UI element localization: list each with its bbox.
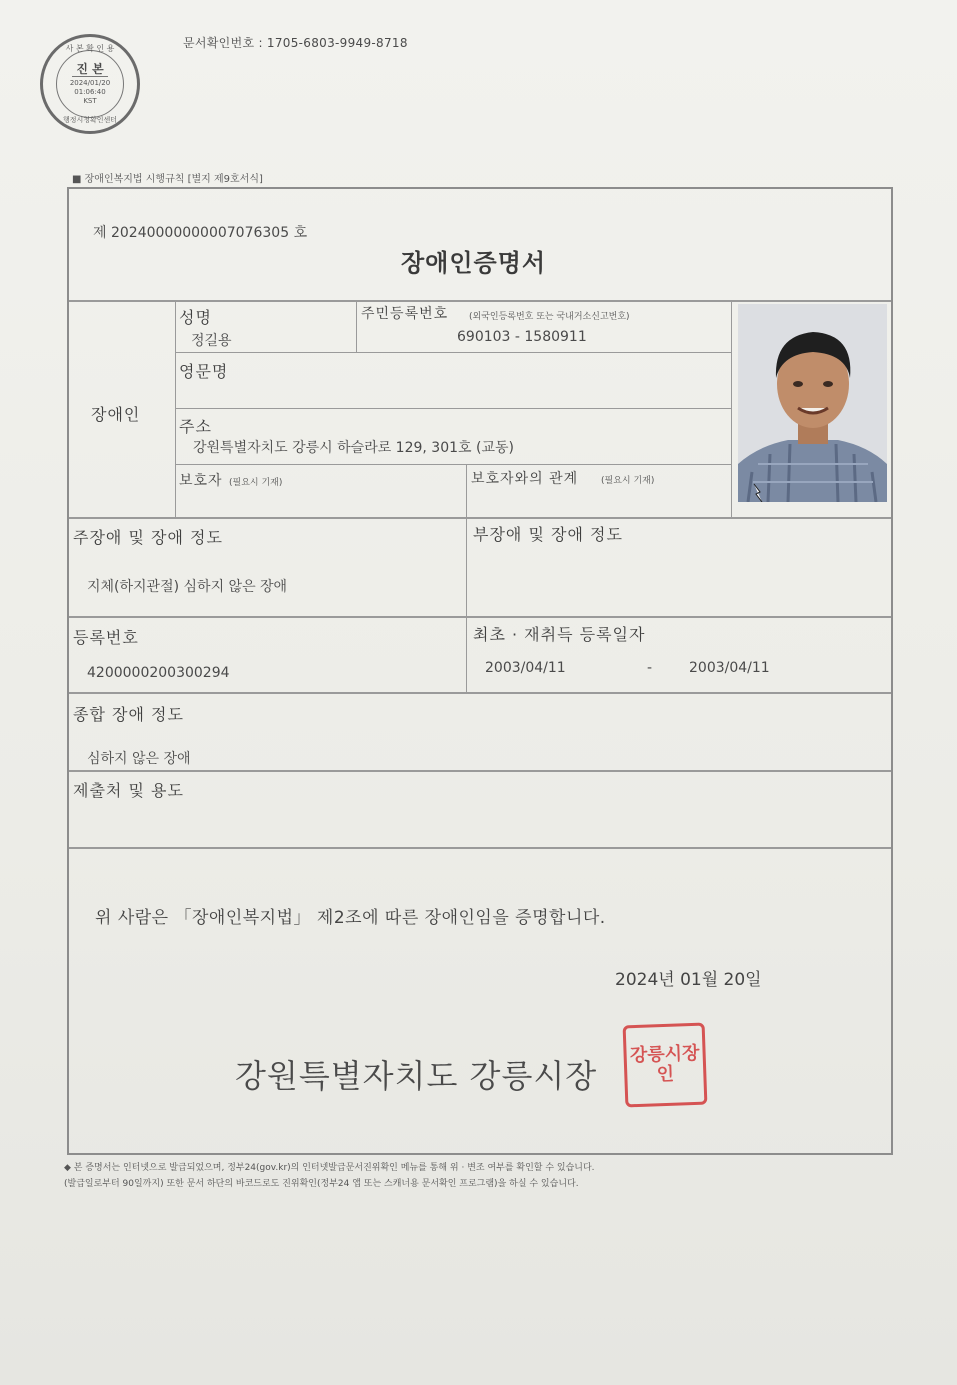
rrn-value: 690103 - 1580911 bbox=[457, 329, 587, 345]
footnote-line-1: ◆ 본 증명서는 인터넷으로 발급되었으며, 정부24(gov.kr)의 인터넷발급문서진위확인 메뉴를 통해 위 · 변조 여부를 확인할 수 있습니다. bbox=[64, 1163, 595, 1173]
rrn-label: 주민등록번호 bbox=[361, 306, 449, 322]
certificate-number: 제 20240000000007076305 호 bbox=[93, 225, 308, 241]
seal-zone: KST bbox=[83, 97, 97, 105]
divider bbox=[176, 408, 731, 409]
id-photo bbox=[738, 304, 887, 502]
date-separator: - bbox=[647, 660, 653, 676]
sub-disability-label: 부장애 및 장애 정도 bbox=[473, 525, 623, 544]
seal-top-text: 사 본 확 인 용 bbox=[65, 44, 115, 53]
footnote bbox=[64, 1160, 904, 1192]
official-red-stamp: 강릉시장인 bbox=[623, 1023, 708, 1108]
document-title: 장애인증명서 bbox=[401, 249, 547, 277]
divider bbox=[466, 464, 467, 517]
guardian-relation-label: 보호자와의 관계 bbox=[471, 471, 579, 487]
divider bbox=[731, 300, 732, 517]
divider bbox=[69, 616, 891, 618]
rrn-note: (외국인등록번호 또는 국내거소신고번호) bbox=[469, 312, 630, 322]
purpose-label: 제출처 및 용도 bbox=[73, 781, 184, 800]
name-label: 성명 bbox=[179, 308, 212, 327]
seal-time: 01:06:40 bbox=[74, 88, 106, 96]
divider bbox=[175, 300, 176, 517]
divider bbox=[69, 517, 891, 519]
form-regulation-label: ■ 장애인복지법 시행규칙 [별지 제9호서식] bbox=[72, 174, 263, 185]
portrait-image bbox=[738, 304, 887, 502]
english-name-label: 영문명 bbox=[179, 362, 229, 381]
divider bbox=[69, 692, 891, 694]
overall-disability-value: 심하지 않은 장애 bbox=[87, 751, 191, 767]
guardian-label: 보호자 bbox=[179, 473, 223, 489]
address-label: 주소 bbox=[179, 417, 212, 436]
name-value: 정길용 bbox=[191, 333, 232, 349]
guardian-relation-note: (필요시 기재) bbox=[601, 476, 655, 486]
divider bbox=[69, 300, 891, 302]
divider bbox=[176, 464, 731, 465]
document-confirm-number: 문서확인번호 : 1705-6803-9949-8718 bbox=[183, 36, 408, 50]
divider bbox=[176, 352, 731, 353]
guardian-note: (필요시 기재) bbox=[229, 478, 283, 488]
seal-center: 진 본 bbox=[72, 62, 107, 77]
main-disability-value: 지체(하지관절) 심하지 않은 장애 bbox=[87, 579, 288, 595]
divider bbox=[69, 847, 891, 849]
disabled-person-label: 장애인 bbox=[91, 405, 141, 424]
issuer-name: 강원특별자치도 강릉시장 bbox=[235, 1057, 598, 1095]
certificate-form bbox=[67, 187, 893, 1155]
first-registration-date: 2003/04/11 bbox=[485, 660, 566, 676]
seal-date: 2024/01/20 bbox=[69, 79, 111, 87]
issue-date: 2024년 01월 20일 bbox=[615, 970, 762, 990]
verification-seal bbox=[40, 34, 140, 134]
registration-date-label: 최초 · 재취득 등록일자 bbox=[473, 625, 646, 644]
reacquired-registration-date: 2003/04/11 bbox=[689, 660, 770, 676]
registration-number-value: 4200000200300294 bbox=[87, 665, 230, 681]
certification-statement: 위 사람은 「장애인복지법」 제2조에 따른 장애인임을 증명합니다. bbox=[95, 908, 606, 928]
divider bbox=[356, 300, 357, 352]
seal-inner bbox=[56, 50, 124, 118]
main-disability-label: 주장애 및 장애 정도 bbox=[73, 528, 223, 547]
registration-number-label: 등록번호 bbox=[73, 628, 139, 647]
divider bbox=[69, 770, 891, 772]
divider bbox=[466, 517, 467, 692]
seal-bottom-text: 행정시청확인센터 bbox=[62, 116, 118, 124]
address-value: 강원특별자치도 강릉시 하슬라로 129, 301호 (교동) bbox=[193, 440, 514, 456]
footnote-line-2: (발급일로부터 90일까지) 또한 문서 하단의 바코드로도 진위확인(정부24 앱 또는 스캐너용 문서확인 프로그램)을 하실 수 있습니다. bbox=[64, 1179, 579, 1189]
overall-disability-label: 종합 장애 정도 bbox=[73, 705, 184, 724]
